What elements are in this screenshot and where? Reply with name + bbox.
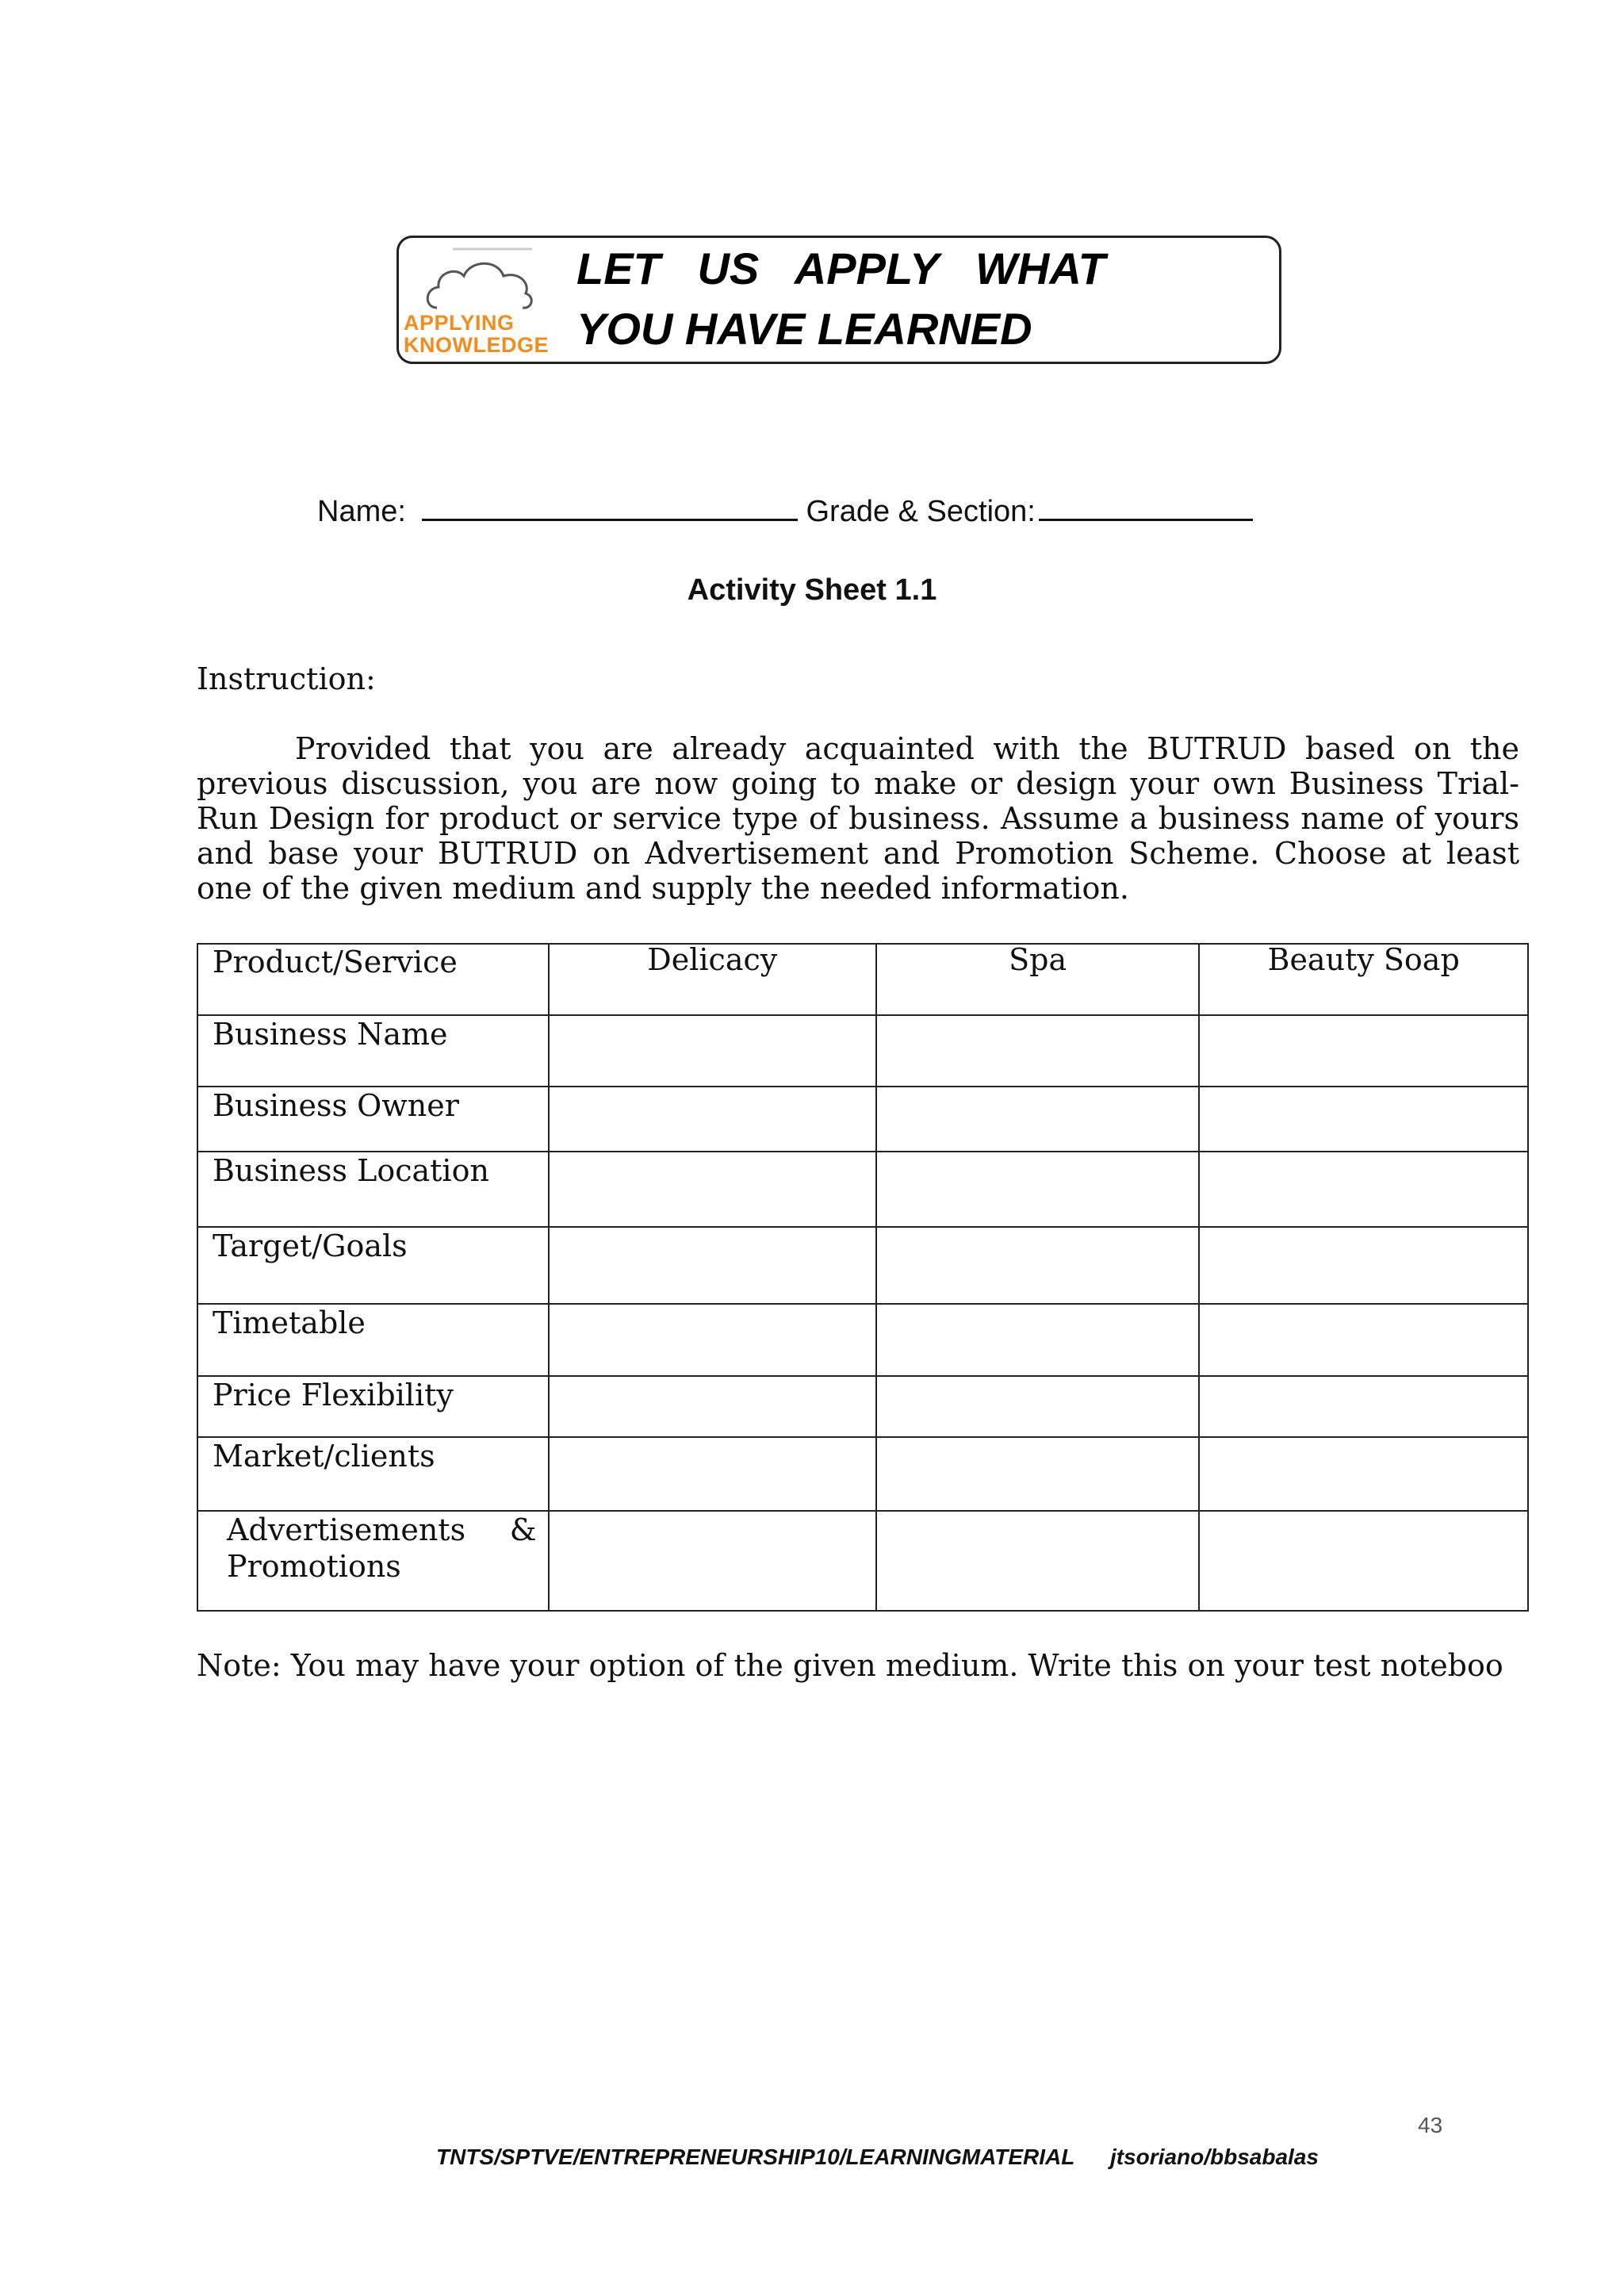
row-label-advertisements-promotions: [197, 1511, 549, 1611]
row-label-market-clients: Market/clients: [197, 1437, 549, 1511]
cell-input[interactable]: [1199, 1227, 1528, 1304]
cell-input[interactable]: [1199, 1304, 1528, 1376]
cell-input[interactable]: [1199, 1437, 1528, 1511]
cell-input[interactable]: [549, 1376, 876, 1437]
cloud-icon: [421, 246, 540, 317]
name-blank[interactable]: [422, 490, 798, 521]
page-number: 43: [1418, 2113, 1443, 2137]
row-label-timetable: Timetable: [197, 1304, 549, 1376]
table-row: [197, 1087, 1528, 1152]
row-label-business-owner: Business Owner: [197, 1087, 549, 1152]
footer-right: jtsoriano/bbsabalas: [1110, 2145, 1319, 2169]
table-header-row: [197, 944, 1528, 1015]
instruction-paragraph: Provided that you are already acquainted with the BUTRUD based on the previous discussion, you are now going to make or design your own Business Trial-Run Design for product or service type of business. Assume a business name of yours and base your BUTRUD on Advertisement and Promotion Scheme. Choose at least one of the given medium and supply the needed information.: [197, 731, 1519, 906]
banner-title-line1: LET US APPLY WHAT: [576, 243, 1105, 293]
cell-input[interactable]: [549, 1087, 876, 1152]
header-delicacy: Delicacy: [549, 944, 876, 1015]
instruction-label: Instruction:: [197, 661, 376, 696]
banner-title-line2: YOU HAVE LEARNED: [576, 304, 1032, 354]
cell-input[interactable]: [549, 1437, 876, 1511]
cell-input[interactable]: [876, 1304, 1199, 1376]
cell-input[interactable]: [1199, 1087, 1528, 1152]
logo-text-line1: APPLYING: [404, 311, 515, 335]
cell-input[interactable]: [549, 1511, 876, 1611]
instruction-body: [197, 731, 1519, 906]
row-label-business-name: Business Name: [197, 1015, 549, 1087]
cell-input[interactable]: [549, 1152, 876, 1227]
table-row: [197, 1152, 1528, 1227]
table-row: [197, 1304, 1528, 1376]
butrud-table: [197, 943, 1529, 1612]
table-row: [197, 1511, 1528, 1611]
table-row: [197, 1376, 1528, 1437]
row-label-target-goals: Target/Goals: [197, 1227, 549, 1304]
row-label-price-flexibility: Price Flexibility: [197, 1376, 549, 1437]
cell-input[interactable]: [876, 1437, 1199, 1511]
cell-input[interactable]: [549, 1304, 876, 1376]
cell-input[interactable]: [1199, 1152, 1528, 1227]
header-beauty-soap: Beauty Soap: [1199, 944, 1528, 1015]
cell-input[interactable]: [876, 1376, 1199, 1437]
adv-label-ampersand: &: [509, 1512, 537, 1547]
applying-knowledge-logo: [399, 246, 565, 357]
cell-input[interactable]: [876, 1087, 1199, 1152]
header-product-service: Product/Service: [197, 944, 549, 1015]
cell-input[interactable]: [549, 1015, 876, 1087]
cell-input[interactable]: [549, 1227, 876, 1304]
cell-input[interactable]: [876, 1152, 1199, 1227]
table-row: [197, 1227, 1528, 1304]
footer-left: TNTS/SPTVE/ENTREPRENEURSHIP10/LEARNINGMATERIAL: [436, 2145, 1075, 2169]
cell-input[interactable]: [1199, 1511, 1528, 1611]
grade-section-label: Grade & Section:: [806, 495, 1036, 528]
header-spa: Spa: [876, 944, 1199, 1015]
student-info-line: [317, 490, 1253, 529]
table-row: [197, 1437, 1528, 1511]
cell-input[interactable]: [876, 1227, 1199, 1304]
grade-section-blank[interactable]: [1039, 490, 1253, 521]
logo-text-line2: KNOWLEDGE: [404, 333, 549, 357]
adv-label-line1: [227, 1512, 548, 1548]
name-label: Name:: [317, 495, 406, 528]
activity-title: Activity Sheet 1.1: [687, 573, 937, 607]
table-row: [197, 1015, 1528, 1087]
cell-input[interactable]: [1199, 1015, 1528, 1087]
cell-input[interactable]: [876, 1511, 1199, 1611]
adv-label-word: Advertisements: [227, 1512, 466, 1547]
note-text: Note: You may have your option of the given medium. Write this on your test noteboo: [197, 1648, 1503, 1683]
row-label-business-location: Business Location: [197, 1152, 549, 1227]
cell-input[interactable]: [1199, 1376, 1528, 1437]
section-banner: [396, 236, 1281, 364]
cell-input[interactable]: [876, 1015, 1199, 1087]
adv-label-line2: Promotions: [227, 1549, 401, 1584]
